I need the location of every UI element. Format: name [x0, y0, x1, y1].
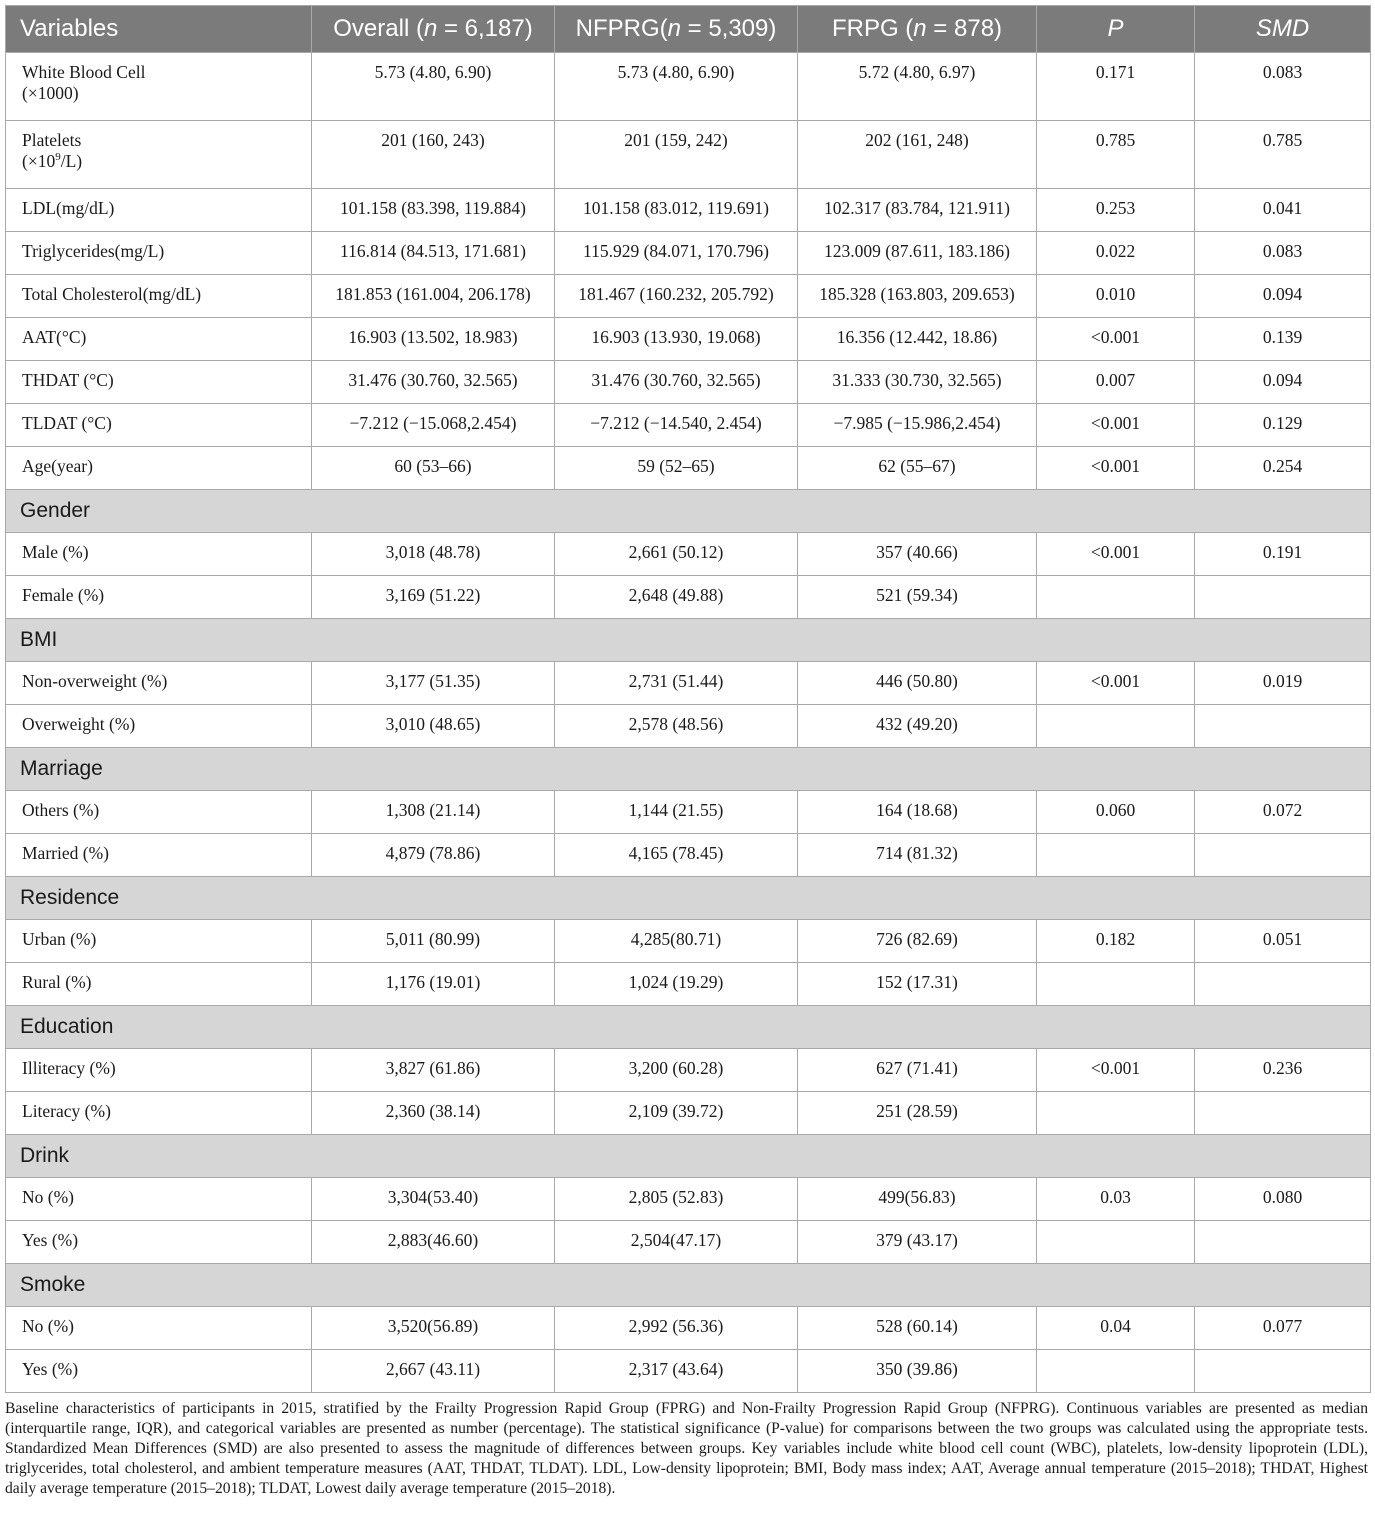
section-title: Marriage [6, 748, 1371, 791]
table-row-total-cholesterol [6, 275, 1371, 318]
cell-p: <0.001 [1037, 404, 1195, 447]
cell-smd [1195, 576, 1371, 619]
cell-smd: 0.129 [1195, 404, 1371, 447]
table-row [6, 662, 1371, 705]
row-label: No (%) [6, 1307, 312, 1350]
cell-p: <0.001 [1037, 533, 1195, 576]
table-body [6, 53, 1371, 1393]
cell-overall: 101.158 (83.398, 119.884) [312, 189, 555, 232]
section-title: Smoke [6, 1264, 1371, 1307]
cell-overall: 3,827 (61.86) [312, 1049, 555, 1092]
cell-smd: 0.139 [1195, 318, 1371, 361]
row-label: Non-overweight (%) [6, 662, 312, 705]
row-label: Urban (%) [6, 920, 312, 963]
cell-smd [1195, 705, 1371, 748]
cell-nfprg: 2,317 (43.64) [555, 1350, 798, 1393]
cell-overall: 3,304(53.40) [312, 1178, 555, 1221]
section-header-gender [6, 490, 1371, 533]
cell-nfprg: 1,024 (19.29) [555, 963, 798, 1006]
cell-p: <0.001 [1037, 1049, 1195, 1092]
cell-frpg: −7.985 (−15.986,2.454) [798, 404, 1037, 447]
cell-frpg: 379 (43.17) [798, 1221, 1037, 1264]
cell-frpg: 714 (81.32) [798, 834, 1037, 877]
section-header-smoke [6, 1264, 1371, 1307]
cell-smd: 0.080 [1195, 1178, 1371, 1221]
cell-nfprg: 2,992 (56.36) [555, 1307, 798, 1350]
row-label: Overweight (%) [6, 705, 312, 748]
row-label: LDL(mg/dL) [6, 189, 312, 232]
cell-p: <0.001 [1037, 447, 1195, 490]
cell-frpg: 627 (71.41) [798, 1049, 1037, 1092]
cell-frpg: 357 (40.66) [798, 533, 1037, 576]
cell-nfprg: 4,165 (78.45) [555, 834, 798, 877]
cell-nfprg: 2,109 (39.72) [555, 1092, 798, 1135]
cell-p: 0.007 [1037, 361, 1195, 404]
cell-smd: 0.094 [1195, 361, 1371, 404]
cell-p [1037, 1350, 1195, 1393]
row-label: Others (%) [6, 791, 312, 834]
row-label: Platelets $(\times 10^9/L)$ [6, 121, 312, 189]
cell-nfprg: 59 (52–65) [555, 447, 798, 490]
row-label: Yes (%) [6, 1350, 312, 1393]
row-label: No (%) [6, 1178, 312, 1221]
cell-smd: 0.051 [1195, 920, 1371, 963]
cell-overall: 4,879 (78.86) [312, 834, 555, 877]
row-label: Triglycerides(mg/L) [6, 232, 312, 275]
row-label: Yes (%) [6, 1221, 312, 1264]
table-row [6, 1092, 1371, 1135]
cell-p [1037, 834, 1195, 877]
section-header-residence [6, 877, 1371, 920]
header-overall: Overall (n = 6,187) [312, 6, 555, 53]
cell-nfprg: 31.476 (30.760, 32.565) [555, 361, 798, 404]
row-label: AAT(°C) [6, 318, 312, 361]
cell-overall: 31.476 (30.760, 32.565) [312, 361, 555, 404]
table-row-tldat [6, 404, 1371, 447]
cell-p [1037, 1092, 1195, 1135]
table-row [6, 705, 1371, 748]
table-row [6, 1178, 1371, 1221]
cell-nfprg: 5.73 (4.80, 6.90) [555, 53, 798, 121]
cell-frpg: 499(56.83) [798, 1178, 1037, 1221]
row-label: Age(year) [6, 447, 312, 490]
cell-nfprg: 201 (159, 242) [555, 121, 798, 189]
cell-smd: 0.191 [1195, 533, 1371, 576]
table-row [6, 576, 1371, 619]
table-row-wbc [6, 53, 1371, 121]
cell-frpg: 31.333 (30.730, 32.565) [798, 361, 1037, 404]
cell-overall: 3,018 (48.78) [312, 533, 555, 576]
cell-nfprg: 16.903 (13.930, 19.068) [555, 318, 798, 361]
row-label: Female (%) [6, 576, 312, 619]
cell-p: 0.03 [1037, 1178, 1195, 1221]
cell-p [1037, 1221, 1195, 1264]
table-row [6, 920, 1371, 963]
cell-smd: 0.094 [1195, 275, 1371, 318]
cell-overall: 5.73 (4.80, 6.90) [312, 53, 555, 121]
table-row [6, 834, 1371, 877]
cell-frpg: 62 (55–67) [798, 447, 1037, 490]
header-variables: Variables [6, 6, 312, 53]
cell-overall: 5,011 (80.99) [312, 920, 555, 963]
table-row [6, 1049, 1371, 1092]
section-title: BMI [6, 619, 1371, 662]
section-header-bmi [6, 619, 1371, 662]
cell-nfprg: 2,731 (51.44) [555, 662, 798, 705]
section-title: Education [6, 1006, 1371, 1049]
cell-nfprg: 2,648 (49.88) [555, 576, 798, 619]
cell-smd [1195, 834, 1371, 877]
section-title: Gender [6, 490, 1371, 533]
table-row [6, 533, 1371, 576]
cell-frpg: 350 (39.86) [798, 1350, 1037, 1393]
cell-overall: 181.853 (161.004, 206.178) [312, 275, 555, 318]
cell-overall: 1,308 (21.14) [312, 791, 555, 834]
cell-smd: 0.072 [1195, 791, 1371, 834]
cell-overall: −7.212 (−15.068,2.454) [312, 404, 555, 447]
table-footnote: Baseline characteristics of participants in 2015, stratified by the Frailty Progression Rapid Group (FPRG) and Non-Frailty Progression Rapid Group (NFPRG). Continuous variables are presented as median (interquartile range, IQR), and categorical variables are presented as number (percentage). The statistical significance (P-value) for comparisons between the two groups was calculated using the appropriate tests. Standardized Mean Differences (SMD) are also presented to assess the magnitude of differences between groups. Key variables include white blood cell count (WBC), platelets, low-density lipoprotein (LDL), triglycerides, total cholesterol, and ambient temperature measures (AAT, THDAT, TLDAT). LDL, Low-density lipoprotein; BMI, Body mass index; AAT, Average annual temperature (2015–2018); THDAT, Highest daily average temperature (2015–2018); TLDAT, Lowest daily average temperature (2015–2018). [5, 1400, 1368, 1497]
cell-nfprg: 2,805 (52.83) [555, 1178, 798, 1221]
table-row [6, 1307, 1371, 1350]
cell-frpg: 16.356 (12.442, 18.86) [798, 318, 1037, 361]
cell-overall: 16.903 (13.502, 18.983) [312, 318, 555, 361]
cell-nfprg: 101.158 (83.012, 119.691) [555, 189, 798, 232]
cell-nfprg: 2,504(47.17) [555, 1221, 798, 1264]
cell-smd: 0.254 [1195, 447, 1371, 490]
section-header-education [6, 1006, 1371, 1049]
cell-smd: 0.785 [1195, 121, 1371, 189]
table-row-age [6, 447, 1371, 490]
cell-p: 0.022 [1037, 232, 1195, 275]
table-row-thdat [6, 361, 1371, 404]
cell-overall: 2,883(46.60) [312, 1221, 555, 1264]
section-header-marriage [6, 748, 1371, 791]
cell-smd [1195, 1350, 1371, 1393]
row-label: Total Cholesterol(mg/dL) [6, 275, 312, 318]
row-label: Married (%) [6, 834, 312, 877]
cell-frpg: 5.72 (4.80, 6.97) [798, 53, 1037, 121]
cell-frpg: 251 (28.59) [798, 1092, 1037, 1135]
table-row [6, 1221, 1371, 1264]
header-frpg: FRPG (n = 878) [798, 6, 1037, 53]
table-row-triglycerides [6, 232, 1371, 275]
cell-p: 0.182 [1037, 920, 1195, 963]
cell-frpg: 432 (49.20) [798, 705, 1037, 748]
section-header-drink [6, 1135, 1371, 1178]
cell-p: 0.010 [1037, 275, 1195, 318]
cell-p [1037, 705, 1195, 748]
cell-frpg: 202 (161, 248) [798, 121, 1037, 189]
cell-nfprg: 4,285(80.71) [555, 920, 798, 963]
cell-frpg: 185.328 (163.803, 209.653) [798, 275, 1037, 318]
cell-smd: 0.083 [1195, 53, 1371, 121]
cell-smd: 0.041 [1195, 189, 1371, 232]
row-label: Illiteracy (%) [6, 1049, 312, 1092]
cell-overall: 116.814 (84.513, 171.681) [312, 232, 555, 275]
cell-p: 0.171 [1037, 53, 1195, 121]
table-header [6, 6, 1371, 53]
row-label: Literacy (%) [6, 1092, 312, 1135]
cell-nfprg: 2,578 (48.56) [555, 705, 798, 748]
row-label: Rural (%) [6, 963, 312, 1006]
cell-p [1037, 963, 1195, 1006]
cell-frpg: 123.009 (87.611, 183.186) [798, 232, 1037, 275]
cell-nfprg: 2,661 (50.12) [555, 533, 798, 576]
cell-overall: 3,177 (51.35) [312, 662, 555, 705]
cell-overall: 2,667 (43.11) [312, 1350, 555, 1393]
table-row-aat [6, 318, 1371, 361]
cell-frpg: 446 (50.80) [798, 662, 1037, 705]
row-label: Male (%) [6, 533, 312, 576]
baseline-characteristics-table [5, 5, 1371, 1393]
section-title: Drink [6, 1135, 1371, 1178]
cell-smd [1195, 963, 1371, 1006]
header-smd: SMD [1195, 6, 1371, 53]
cell-nfprg: −7.212 (−14.540, 2.454) [555, 404, 798, 447]
cell-overall: 2,360 (38.14) [312, 1092, 555, 1135]
cell-smd: 0.236 [1195, 1049, 1371, 1092]
cell-overall: 3,520(56.89) [312, 1307, 555, 1350]
cell-p: <0.001 [1037, 318, 1195, 361]
table-row [6, 963, 1371, 1006]
cell-p [1037, 576, 1195, 619]
row-label: TLDAT (°C) [6, 404, 312, 447]
cell-p: 0.04 [1037, 1307, 1195, 1350]
cell-nfprg: 3,200 (60.28) [555, 1049, 798, 1092]
cell-smd: 0.077 [1195, 1307, 1371, 1350]
table-row-platelets [6, 121, 1371, 189]
cell-frpg: 164 (18.68) [798, 791, 1037, 834]
cell-nfprg: 115.929 (84.071, 170.796) [555, 232, 798, 275]
cell-p: <0.001 [1037, 662, 1195, 705]
cell-frpg: 152 (17.31) [798, 963, 1037, 1006]
row-label: THDAT (°C) [6, 361, 312, 404]
header-p: P [1037, 6, 1195, 53]
table-row [6, 1350, 1371, 1393]
cell-p: 0.060 [1037, 791, 1195, 834]
cell-overall: 60 (53–66) [312, 447, 555, 490]
cell-smd: 0.019 [1195, 662, 1371, 705]
cell-p: 0.785 [1037, 121, 1195, 189]
cell-nfprg: 1,144 (21.55) [555, 791, 798, 834]
table-row [6, 791, 1371, 834]
cell-frpg: 528 (60.14) [798, 1307, 1037, 1350]
cell-overall: 3,010 (48.65) [312, 705, 555, 748]
header-nfprg: NFPRG(n = 5,309) [555, 6, 798, 53]
cell-smd [1195, 1221, 1371, 1264]
cell-overall: 201 (160, 243) [312, 121, 555, 189]
cell-smd [1195, 1092, 1371, 1135]
header-row [6, 6, 1371, 53]
cell-overall: 1,176 (19.01) [312, 963, 555, 1006]
cell-frpg: 102.317 (83.784, 121.911) [798, 189, 1037, 232]
row-label: White Blood Cell (×1000) [6, 53, 312, 121]
section-title: Residence [6, 877, 1371, 920]
table-row-ldl [6, 189, 1371, 232]
cell-frpg: 726 (82.69) [798, 920, 1037, 963]
cell-smd: 0.083 [1195, 232, 1371, 275]
cell-frpg: 521 (59.34) [798, 576, 1037, 619]
cell-overall: 3,169 (51.22) [312, 576, 555, 619]
cell-p: 0.253 [1037, 189, 1195, 232]
cell-nfprg: 181.467 (160.232, 205.792) [555, 275, 798, 318]
